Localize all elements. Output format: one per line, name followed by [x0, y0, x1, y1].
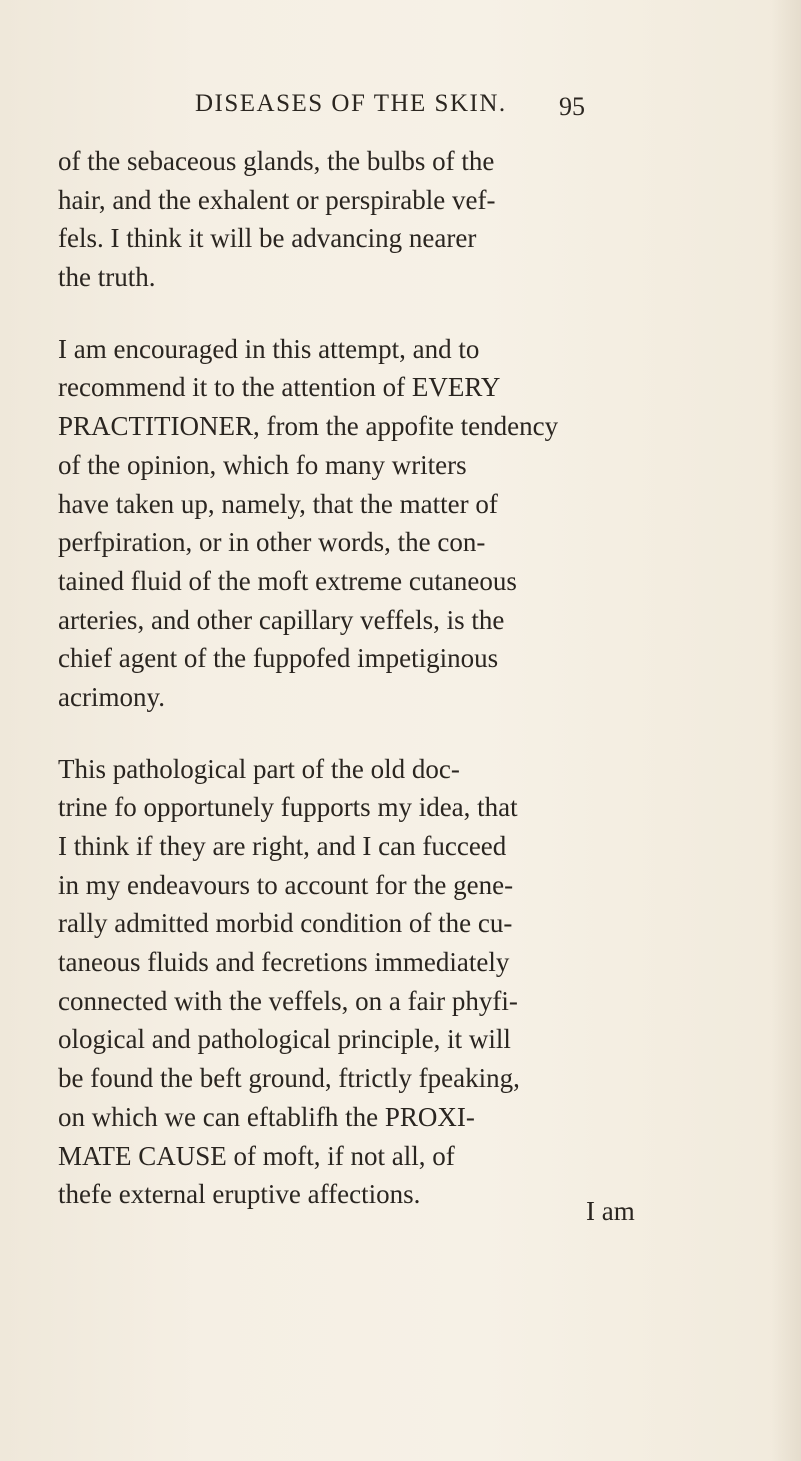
text-line: trine fo opportunely fupports my idea, that — [58, 792, 518, 823]
text-line: on which we can eftablifh the PROXI- — [58, 1101, 475, 1132]
text-line: of the opinion, which fo many writers — [58, 449, 467, 480]
text-line: taneous fluids and fecretions immediately — [58, 947, 510, 978]
text-line: of the sebaceous glands, the bulbs of the — [58, 146, 495, 176]
text-line: rally admitted morbid condition of the cu- — [58, 908, 513, 939]
catchword: I am — [586, 1196, 635, 1226]
text-line: fels. I think it will be advancing nearer — [58, 223, 477, 254]
paragraph — [58, 142, 648, 297]
text-line: have taken up, namely, that the matter of — [58, 488, 498, 519]
text-line: tained fluid of the moft extreme cutaneous — [58, 565, 517, 596]
text-line: PRACTITIONER, from the appofite tendency — [58, 411, 559, 442]
text-line: chief agent of the fuppofed impetiginous — [58, 643, 499, 674]
text-line: in my endeavours to account for the gene- — [58, 869, 514, 900]
text-line: the truth. — [58, 262, 156, 293]
text-line: thefe external eruptive affections. — [58, 1179, 421, 1210]
text-line: I think if they are right, and I can fucceed — [58, 831, 507, 861]
paragraph-gap — [58, 717, 648, 750]
text-line: recommend it to the attention of EVERY — [58, 372, 501, 403]
text-line: This pathological part of the old doc- — [58, 753, 460, 784]
text-line: acrimony. — [58, 681, 165, 712]
page-header — [195, 90, 585, 130]
text-line: I am encouraged in this attempt, and to — [58, 333, 480, 364]
page-fold-shadow — [771, 0, 801, 1461]
text-line: hair, and the exhalent or perspirable vef- — [58, 184, 496, 215]
text-line: perfpiration, or in other words, the con- — [58, 527, 486, 558]
text-line: arteries, and other capillary veffels, is the — [58, 604, 505, 635]
text-line: connected with the veffels, on a fair phyfi- — [58, 985, 518, 1016]
paragraph — [58, 330, 648, 717]
paragraph-gap — [58, 297, 648, 330]
paragraph — [58, 750, 648, 1214]
text-line: be found the beft ground, ftrictly fpeaking, — [58, 1063, 520, 1094]
text-line: ological and pathological principle, it will — [58, 1024, 511, 1055]
text-line: MATE CAUSE of moft, if not all, of — [58, 1140, 455, 1171]
running-head: DISEASES OF THE SKIN. — [195, 90, 507, 117]
page-number: 95 — [559, 92, 585, 121]
body-text — [58, 142, 648, 1214]
